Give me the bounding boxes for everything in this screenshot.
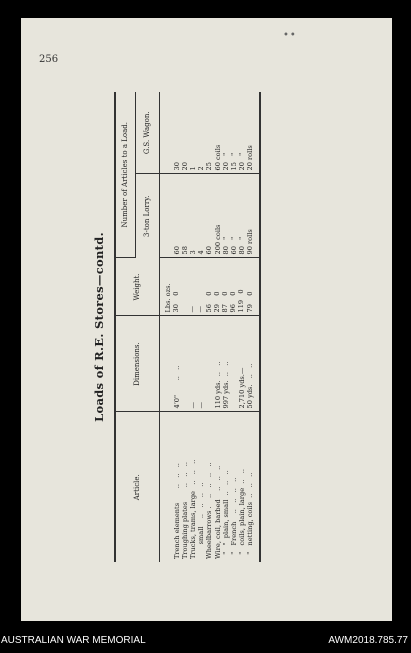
header-weight: Weight. bbox=[115, 258, 159, 316]
loads-table bbox=[114, 92, 261, 562]
footer-accession-number: AWM2018.785.77 bbox=[328, 635, 408, 646]
dimensions-cell bbox=[159, 316, 260, 412]
header-dimensions: Dimensions. bbox=[115, 316, 159, 412]
weights-cell bbox=[159, 258, 260, 316]
articles-list: Trench elements .. .. .. Troughing plates .. .. .. Trucks, trams, large .. .. .. small .. .. .. .. Wheelbarrows . .. .. .. .. Wire, coil, barbed .. .. .. " " plain, small .. .. .. " French .. .. .. .. " coils, plain, large .. .. " netting, coils .. .. .. bbox=[172, 459, 255, 559]
weight-units: Lbs. ozs. bbox=[163, 283, 172, 313]
header-wagon: G.S. Wagon. bbox=[135, 92, 159, 174]
page-number: 256 bbox=[39, 54, 59, 65]
footer-bar bbox=[0, 630, 411, 653]
wagon-cell bbox=[159, 92, 260, 174]
header-lorry: 3-ton Lorry. bbox=[135, 174, 159, 258]
lorry-cell bbox=[159, 174, 260, 258]
footer-institution: AUSTRALIAN WAR MEMORIAL bbox=[1, 635, 146, 646]
table-title: Loads of R.E. Stores—contd. bbox=[92, 232, 106, 422]
lorry-list: 60 58 3 4 60 200 coils 80 " 60 " 80 " 90 rolls bbox=[172, 224, 255, 255]
header-article: Article. bbox=[133, 474, 142, 501]
articles-cell bbox=[159, 412, 260, 562]
weights-list: 30 0 — — 56 0 29 0 87 0 96 0 119 0 79 0 bbox=[171, 289, 254, 313]
dimensions-list: 4’0" .. .. — — 110 yds. .. .. 997 yds. .. .. 2,710 yds.— 50 yds. .. .. bbox=[172, 361, 255, 409]
wagon-list: 30 20 1 2 25 60 coils 20 " 15 " 20 " 20 rolls bbox=[172, 144, 255, 171]
page-marks: •• bbox=[283, 30, 297, 41]
header-load-group: Number of Articles to a Load. bbox=[115, 92, 135, 258]
rotated-table-region bbox=[92, 92, 254, 562]
